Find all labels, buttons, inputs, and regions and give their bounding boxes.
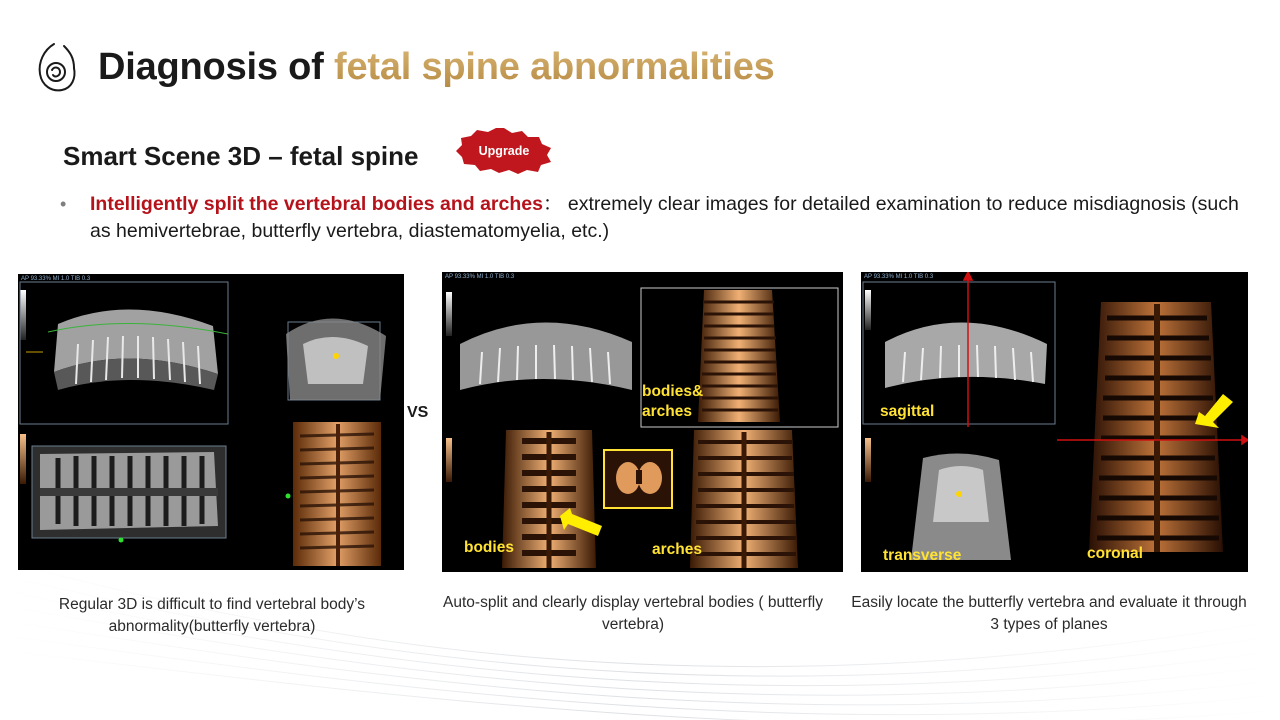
caption-three-planes: Easily locate the butterfly vertebra and evaluate it through 3 types of planes: [851, 594, 1247, 633]
page-title: [98, 46, 775, 89]
upgrade-badge: [454, 126, 554, 174]
title-plain: Diagnosis of: [98, 46, 334, 88]
panel-3-header: AP 93.33% MI 1.0 TIB 0.3: [864, 274, 934, 280]
label-coronal: coronal: [1087, 545, 1143, 562]
subtitle: Smart Scene 3D – fetal spine: [63, 141, 419, 171]
vs-label: VS: [407, 404, 429, 421]
label-arches: arches: [652, 541, 702, 558]
panel-2-header: AP 93.33% MI 1.0 TIB 0.3: [445, 274, 515, 280]
smart-split-image: [442, 272, 843, 572]
bullet-point: [60, 191, 1250, 245]
label-sagittal: sagittal: [880, 403, 935, 420]
bullet-bold: Intelligently split the vertebral bodies and arches: [90, 193, 543, 215]
bullet-rest: extremely clear images for detailed examination to reduce misdiagnosis (such as hemivertebrae, butterfly vertebra, diastematomyelia, etc.): [90, 193, 1239, 242]
panel-1-header: AP 93.33% MI 1.0 TIB 0.3: [21, 276, 91, 282]
regular-3d-image: [18, 274, 404, 570]
three-planes-illustration: [861, 272, 1248, 572]
bullet-icon: •: [60, 194, 67, 214]
regular-3d-illustration: [18, 274, 404, 570]
caption-regular-3d: Regular 3D is difficult to find vertebral body’s abnormality(butterfly vertebra): [58, 596, 366, 635]
upgrade-badge-label: Upgrade: [478, 144, 530, 158]
fetus-logo-icon: [34, 40, 80, 94]
title-highlight: fetal spine abnormalities: [333, 46, 775, 88]
label-bodies-arches: bodies& arches: [642, 383, 704, 420]
caption-smart-split: Auto-split and clearly display vertebral bodies ( butterfly vertebra): [443, 594, 823, 633]
label-transverse: transverse: [883, 547, 962, 564]
bullet-separator: ：: [542, 193, 563, 215]
label-bodies: bodies: [464, 539, 514, 556]
smart-split-illustration: [442, 272, 843, 572]
three-planes-image: [861, 272, 1248, 572]
